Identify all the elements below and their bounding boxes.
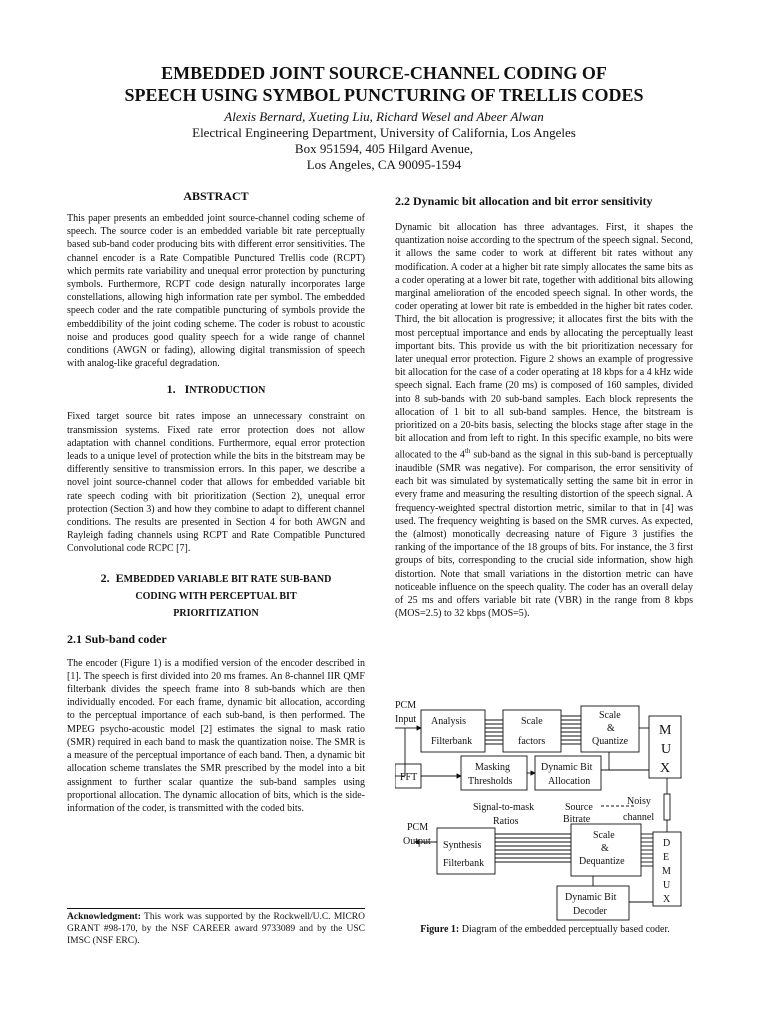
svg-text:Signal-to-mask: Signal-to-mask [473, 802, 535, 813]
svg-text:Output: Output [403, 836, 431, 847]
author-block [60, 109, 708, 173]
svg-text:Filterbank: Filterbank [443, 858, 485, 869]
svg-text:PCM: PCM [407, 822, 429, 833]
svg-text:FFT: FFT [400, 772, 418, 783]
svg-text:Noisy: Noisy [627, 796, 651, 807]
svg-text:channel: channel [623, 812, 655, 823]
svg-text:&: & [607, 723, 615, 734]
svg-text:&: & [601, 843, 609, 854]
svg-text:M: M [659, 723, 672, 738]
svg-text:Thresholds: Thresholds [468, 776, 513, 787]
svg-text:Filterbank: Filterbank [431, 736, 473, 747]
right-column [395, 194, 693, 620]
svg-text:Analysis: Analysis [431, 716, 466, 727]
section-heading-introduction: 1. INTRODUCTION [166, 382, 266, 397]
address-line: Box 951594, 405 Hilgard Avenue, [294, 141, 474, 156]
figure-1-diagram [395, 698, 695, 926]
affiliation: Electrical Engineering Department, University of California, Los Angeles [192, 125, 576, 140]
svg-text:Scale: Scale [593, 830, 615, 841]
svg-text:Input: Input [395, 714, 417, 725]
left-column [67, 189, 365, 815]
subband-coder-text: The encoder (Figure 1) is a modified version of the encoder described in [1]. The speech is first divided into 20 ms frames. An 8-channel IIR QMF filterbank divides the speech frame into 8 sub-bands which are then individually encoded. For each frame, dynamic bit allocation, according to the perceptual importance of each sub-band, is then performed. The MPEG psycho-acoustic model [2] estimates the signal to mask ratio (SMR) required in each band to mask the quantization noise. The SMR is a measure of the perceptual importance of each band. Then, a dynamic bit allocation scheme translates the SMR prescribed by the model into a bit assignment to further scalar quantize the sub-band samples using proportional allocation. The dynamic allocation of bits, which is the side-information of the coder, is transmitted with the coded bits. [67, 657, 365, 814]
svg-text:D: D [663, 838, 671, 849]
svg-text:Synthesis: Synthesis [443, 840, 482, 851]
svg-text:Dequantize: Dequantize [579, 856, 625, 867]
abstract-heading: ABSTRACT [183, 189, 249, 203]
authors: Alexis Bernard, Xueting Liu, Richard Wesel and Abeer Alwan [224, 109, 544, 124]
svg-text:E: E [663, 852, 670, 863]
svg-text:Bitrate: Bitrate [563, 814, 591, 825]
bit-allocation-text: Dynamic bit allocation has three advantages. First, it shapes the quantization noise according to the spectrum of the speech signal. Second, it allows the same coder to work at different bit rates without any modification. A coder at a higher bit rate simply allocates the same bits as a coder operating at a lower bit rate, together with additional bits allowing marginal amelioration of the encoded speech signal. In other words, the coder operating at lower bit rate is embedded in the higher bit rates coder. Third, the bit allocation is progressive; it allocates first the bits with the most perceptual importance and ends by allocating the perceptually least important bits. This provide us with the bit prioritization necessary for later unequal error protection. Figure 2 shows an example of progressive bit allocation for the case of a coder operating at 18 kbps for a 4 kHz wide speech signal. Each frame (20 ms) is composed of 160 samples, divided into 8 sub-bands with 20 sub-band samples. Each block represents the allocation of 1 bit to all sub-band samples. Hence, the bitstream is prioritized on a 20-bits basis, selecting the blocks stage after stage in the bit allocation and from left to right. In this specific example, no bits were allocated to the 4th sub-band as the signal in this sub-band is perceptually inaudible (SMR was negative). For comparison, the error sensitivity of each bit was simulated by systematically setting the same bit in error in every frame and measuring the resulting distortion of the speech signal. A frequency-weighted spectral distortion metric, similar to that in [4] was used. The frequency weighting is based on the SMR curves. As expected, the (almost) monotically decreasing nature of Figure 3 justifies the ranking of the importance of the 18 groups of bits. For instance, the 3 first groups of bits, corresponding to the crucial side information, show high distortion. Note that small variations in the distortion metric can have noticeable influence on the speech quality. The coder has an overall delay of 25 ms and offers variable bit rate (VBR) in the range from 8 kbps (MOS=2.5) to 32 kbps (MOS=5). [395, 222, 693, 620]
subsection-heading-2-2: 2.2 Dynamic bit allocation and bit error sensitivity [395, 194, 653, 208]
noisy-channel [664, 794, 670, 820]
svg-text:Masking: Masking [475, 762, 510, 773]
svg-text:M: M [662, 866, 671, 877]
svg-text:Decoder: Decoder [573, 906, 607, 917]
svg-text:PCM: PCM [395, 700, 417, 711]
figure-1-caption: Figure 1: Diagram of the embedded perceptually based coder. [420, 924, 670, 935]
acknowledgment: Acknowledgment: This work was supported by the Rockwell/U.C. MICRO GRANT #98-170, by the NSF CAREER award 9733089 and by the USC IMSC (NSF ERC). [67, 908, 365, 947]
paper-title: EMBEDDED JOINT SOURCE-CHANNEL CODING OF SPEECH USING SYMBOL PUNCTURING OF TRELLIS CODES [124, 63, 644, 105]
abstract-text: This paper presents an embedded joint source-channel coding scheme of speech. The source coder is an embedded variable bit rate perceptually based sub-band coder producing bits with different error sensitivities. The channel encoder is a Rate Compatible Punctured Trellis code (RCPT) which permits rate variability and unequal error protection by puncturing symbols. Furthermore, RCPT code design naturally incorporates large constellations, allowing high information rate per symbol. The embedded speech coder and the rate compatible puncturing of symbols provide the embeddibility of the joint coding scheme. The coder is robust to acoustic noise and produces good quality speech for a wide range of channel conditions (AWGN or fading), allowing digital transmission of speech with analog-like graceful degradation. [67, 213, 365, 370]
subsection-heading-2-1: 2.1 Sub-band coder [67, 631, 167, 646]
svg-text:Dynamic Bit: Dynamic Bit [565, 892, 617, 903]
svg-text:Scale: Scale [599, 710, 621, 721]
svg-text:Scale: Scale [521, 716, 543, 727]
svg-text:Ratios: Ratios [493, 816, 519, 827]
address-line: Los Angeles, CA 90095-1594 [306, 157, 462, 172]
svg-text:U: U [663, 880, 671, 891]
svg-text:Dynamic Bit: Dynamic Bit [541, 762, 593, 773]
svg-text:Allocation: Allocation [548, 776, 591, 787]
svg-text:X: X [660, 761, 671, 776]
svg-text:Quantize: Quantize [592, 736, 629, 747]
section-heading-2: 2. EMBEDDED VARIABLE BIT RATE SUB-BAND CODING WITH PERCEPTUAL BIT PRIORITIZATION [100, 570, 332, 619]
introduction-text: Fixed target source bit rates impose an unnecessary constraint on transmission systems. Fixed rate error protection does not allow adaptation with channel conditions. Furthermore, equal error protection leads to a unique level of protection while the bits in the bitstream may be differently sensitive to transmission errors. In this paper, we describe a novel joint source-channel coder that allows for embedded variable bit rate speech coding with bit prioritization (Section 2), unequal error protection (Section 3) and how they combine to adapt to different channel conditions. The results are presented in Section 4 for both AWGN and Rayleigh fading channels using RCPT and Rate Compatible Punctured Convolutional code RCPC [7]. [67, 411, 365, 555]
svg-text:factors: factors [518, 736, 546, 747]
svg-text:X: X [663, 894, 671, 905]
svg-text:Source: Source [565, 802, 593, 813]
svg-text:U: U [661, 742, 672, 757]
